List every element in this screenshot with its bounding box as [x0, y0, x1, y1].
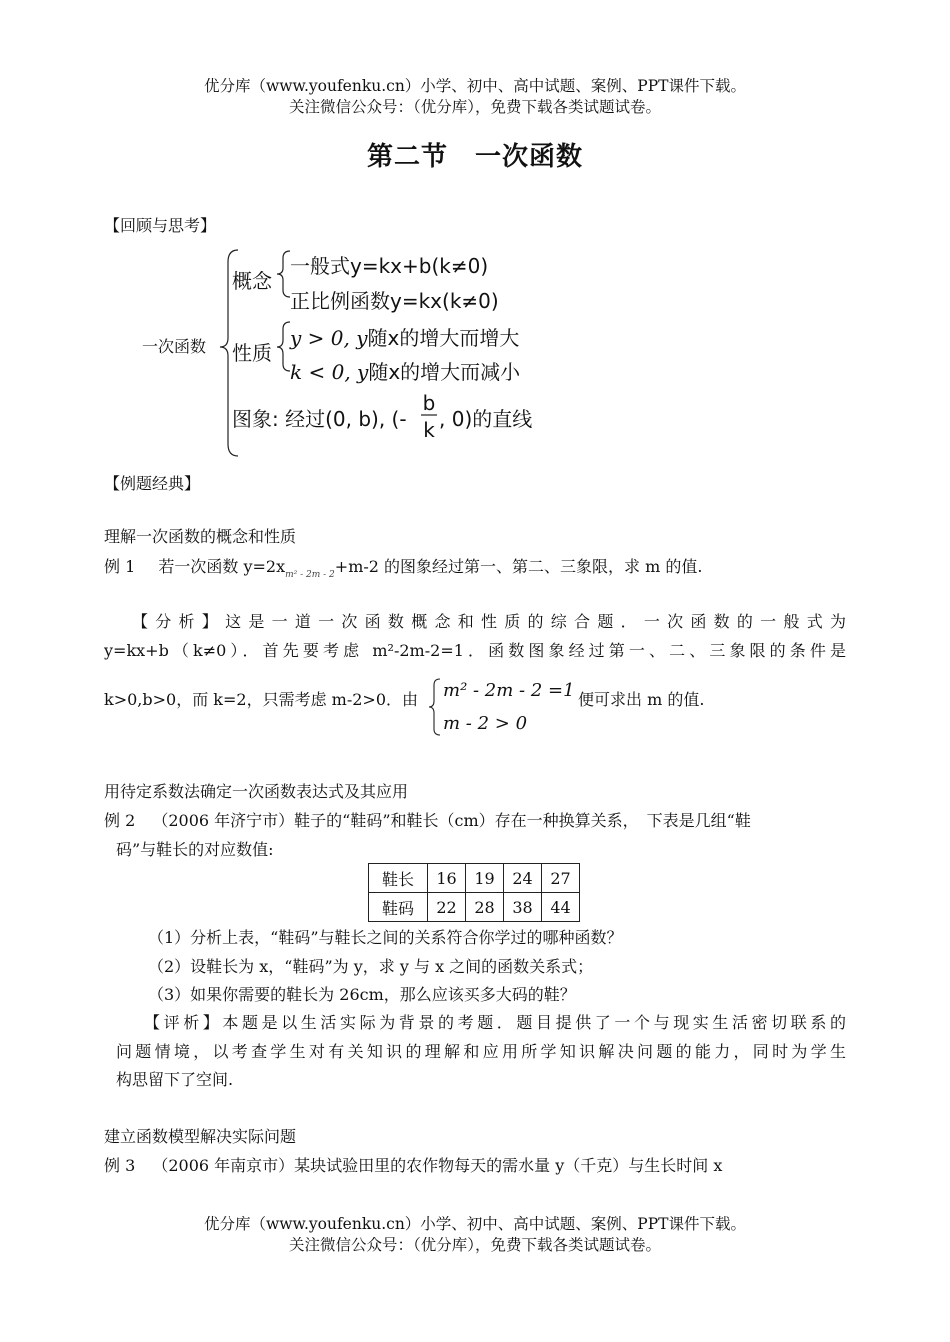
fraction-denominator: k: [423, 418, 435, 442]
example-3: 例 3 （2006 年南京市）某块试验田里的农作物每天的需水量 y（千克）与生长时间 x: [104, 1156, 723, 1175]
table-cell: 44: [542, 893, 580, 922]
table-cell: 22: [428, 893, 466, 922]
property-increasing: y > 0, y随x的增大而增大: [290, 326, 520, 350]
table-row: [369, 893, 580, 922]
table-row: [369, 864, 580, 893]
header-line-2: 关注微信公众号：（优分库），免费下载各类试题试卷。: [288, 98, 661, 116]
property-decreasing: k < 0, y随x的增大而减小: [290, 360, 521, 384]
example-2-question-2: （2）设鞋长为 x，“鞋码”为 y，求 y 与 x 之间的函数关系式；: [148, 957, 594, 976]
analysis-1-line-3b: 便可求出 m 的值.: [578, 690, 705, 709]
table-cell: 19: [466, 864, 504, 893]
system-equation-1: m² - 2m - 2 =1: [443, 680, 575, 701]
property-label: 性质: [232, 341, 272, 365]
system-equation-2: m - 2 > 0: [443, 713, 528, 734]
examples-heading: 【例题经典】: [104, 474, 201, 493]
system-brace: [428, 677, 442, 737]
example-2-comment-2: 问题情境，以考查学生对有关知识的理解和应用所学知识解决问题的能力，同时为学生: [116, 1042, 846, 1061]
exponent: m² - 2m - 2: [285, 570, 335, 580]
header-line-1: 优分库（www.youfenku.cn）小学、初中、高中试题、案例、PPT课件下载。: [203, 77, 747, 95]
table-cell: 28: [466, 893, 504, 922]
graph-prefix: 图象: 经过(0, b), (-: [232, 407, 407, 431]
footer-line-1: 优分库（www.youfenku.cn）小学、初中、高中试题、案例、PPT课件下载。: [203, 1215, 747, 1233]
analysis-1-line-2: y=kx+b（k≠0）．首先要考虑 m²-2m-2=1．函数图象经过第一、二、三象限的条件是: [104, 641, 846, 660]
example-1-label: 例 1: [104, 557, 136, 576]
table-cell: 38: [504, 893, 542, 922]
shoe-size-table: [368, 863, 580, 922]
table-cell: 16: [428, 864, 466, 893]
concept-label: 概念: [232, 269, 272, 293]
example-2-label: 例 2: [104, 811, 136, 830]
example-2-line-2: 码”与鞋长的对应数值:: [116, 840, 274, 859]
table-cell: 24: [504, 864, 542, 893]
fraction-numerator: b: [422, 391, 436, 415]
analysis-1-line-3a: k>0,b>0，而 k=2，只需考虑 m-2>0．由: [104, 690, 418, 709]
example-2-question-3: （3）如果你需要的鞋长为 26cm，那么应该买多大码的鞋？: [148, 985, 576, 1004]
topic-1-heading: 理解一次函数的概念和性质: [104, 527, 297, 546]
topic-3-heading: 建立函数模型解决实际问题: [104, 1127, 297, 1146]
example-1: 例 1 若一次函数 $y=2x_{m^2 - 2m - 2}+m-2$ 的图象经过第一、第二、三象限，求 m 的值.: [104, 557, 703, 580]
example-2-comment-1: 【评析】本题是以生活实际为背景的考题．题目提供了一个与现实生活密切联系的: [144, 1013, 846, 1032]
example-2-question-1: （1）分析上表，“鞋码”与鞋长之间的关系符合你学过的哪种函数？: [148, 928, 623, 947]
graph-suffix: , 0)的直线: [439, 407, 533, 431]
concept-map-root: 一次函数: [142, 337, 207, 356]
example-3-label: 例 3: [104, 1156, 136, 1175]
concept-map-braces: [0, 0, 950, 470]
concept-proportional-form: 正比例函数y=kx(k≠0): [290, 289, 499, 313]
analysis-1-line-1: 【分析】这是一道一次函数概念和性质的综合题．一次函数的一般式为: [132, 612, 846, 631]
topic-2-heading: 用待定系数法确定一次函数表达式及其应用: [104, 782, 409, 801]
example-2-comment-3: 构思留下了空间.: [116, 1070, 234, 1089]
table-header-cell: 鞋码: [369, 893, 428, 922]
review-heading: 【回顾与思考】: [104, 216, 217, 235]
table-cell: 27: [542, 864, 580, 893]
concept-general-form: 一般式y=kx+b(k≠0): [290, 254, 489, 278]
page-title: 第二节 一次函数: [366, 142, 583, 172]
table-header-cell: 鞋长: [369, 864, 428, 893]
footer-line-2: 关注微信公众号：（优分库），免费下载各类试题试卷。: [288, 1236, 661, 1254]
example-2: 例 2 （2006 年济宁市）鞋子的“鞋码”和鞋长（cm）存在一种换算关系， 下表是几组“鞋: [104, 811, 751, 830]
